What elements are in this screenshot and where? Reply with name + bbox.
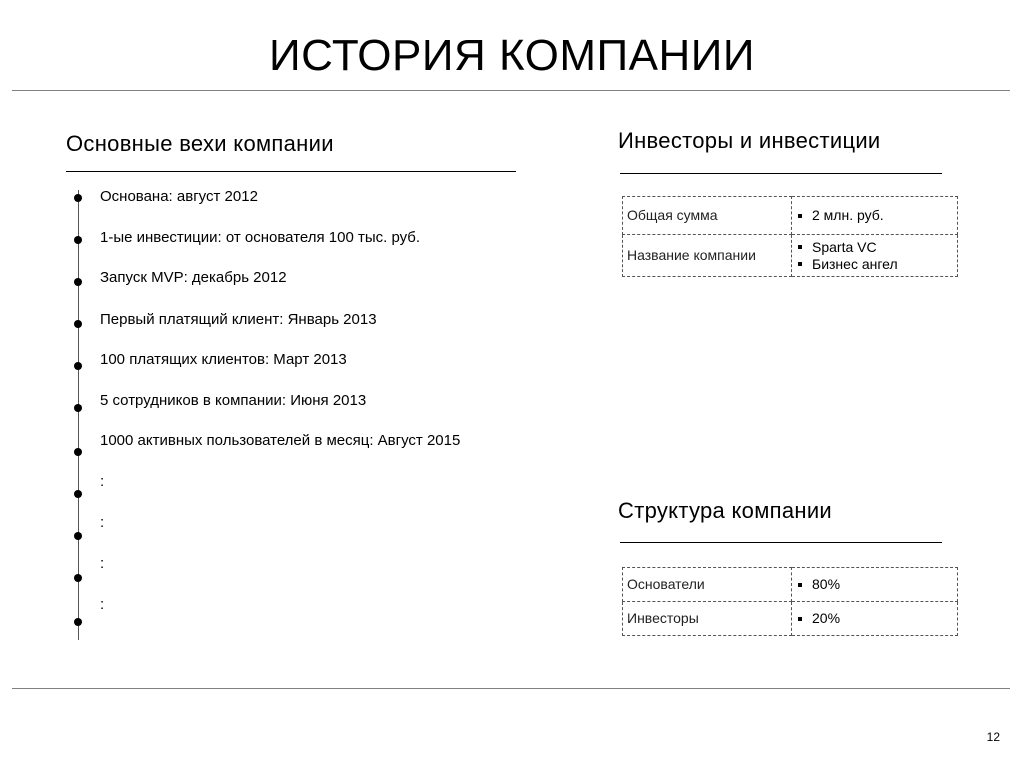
- milestone-item: 1000 активных пользователей в месяц: Август 2015: [100, 432, 461, 449]
- investors-company-value: [792, 235, 958, 277]
- table-row: [623, 197, 958, 235]
- table-row: [623, 602, 958, 636]
- investors-heading-rule: [620, 173, 942, 174]
- investors-company-label: Название компании: [623, 235, 792, 277]
- bullet-icon: [798, 214, 802, 218]
- structure-investors-label: Инвесторы: [623, 602, 792, 636]
- timeline-dot: [74, 362, 82, 370]
- timeline-dot: [74, 490, 82, 498]
- structure-founders-label: Основатели: [623, 568, 792, 602]
- timeline-dot: [74, 236, 82, 244]
- milestone-item: :: [100, 473, 105, 490]
- milestone-item: :: [100, 555, 105, 572]
- structure-investors-value: [792, 602, 958, 636]
- investors-heading: Инвесторы и инвестиции: [618, 128, 881, 153]
- timeline-dot: [74, 278, 82, 286]
- bullet-icon: [798, 245, 802, 249]
- milestone-item: :: [100, 514, 105, 531]
- structure-heading-rule: [620, 542, 942, 543]
- title-divider: [12, 90, 1010, 91]
- bullet-icon: [798, 262, 802, 266]
- structure-heading: Структура компании: [618, 498, 832, 523]
- milestone-item: Основана: август 2012: [100, 188, 258, 205]
- milestone-item: 5 сотрудников в компании: Июня 2013: [100, 392, 367, 409]
- timeline-dot: [74, 448, 82, 456]
- timeline-line: [78, 190, 79, 640]
- list-item: 80%: [798, 576, 953, 593]
- table-row: [623, 568, 958, 602]
- milestone-item: Запуск MVP: декабрь 2012: [100, 269, 287, 286]
- slide-title: ИСТОРИЯ КОМПАНИИ: [268, 31, 756, 80]
- list-item: 2 млн. руб.: [798, 207, 953, 224]
- timeline-dot: [74, 532, 82, 540]
- list-item: Бизнес ангел: [798, 256, 953, 273]
- investors-total-label: Общая сумма: [623, 197, 792, 235]
- structure-founders-value: [792, 568, 958, 602]
- table-row: [623, 235, 958, 277]
- milestones-heading: Основные вехи компании: [66, 131, 334, 156]
- page-number: 12: [986, 730, 1000, 744]
- milestone-item: 100 платящих клиентов: Март 2013: [100, 351, 347, 368]
- timeline-dot: [74, 404, 82, 412]
- timeline-dot: [74, 574, 82, 582]
- milestone-item: :: [100, 596, 105, 613]
- investors-table: [622, 196, 958, 277]
- list-item: Sparta VC: [798, 239, 953, 256]
- bullet-icon: [798, 583, 802, 587]
- list-item: 20%: [798, 610, 953, 627]
- investors-total-value: [792, 197, 958, 235]
- footer-divider: [12, 688, 1010, 689]
- milestone-item: Первый платящий клиент: Январь 2013: [100, 311, 377, 328]
- milestones-heading-rule: [66, 171, 516, 172]
- milestone-item: 1-ые инвестиции: от основателя 100 тыс. руб.: [100, 229, 421, 246]
- timeline-dot: [74, 320, 82, 328]
- timeline-dot: [74, 194, 82, 202]
- bullet-icon: [798, 617, 802, 621]
- timeline-dot: [74, 618, 82, 626]
- structure-table: [622, 567, 958, 636]
